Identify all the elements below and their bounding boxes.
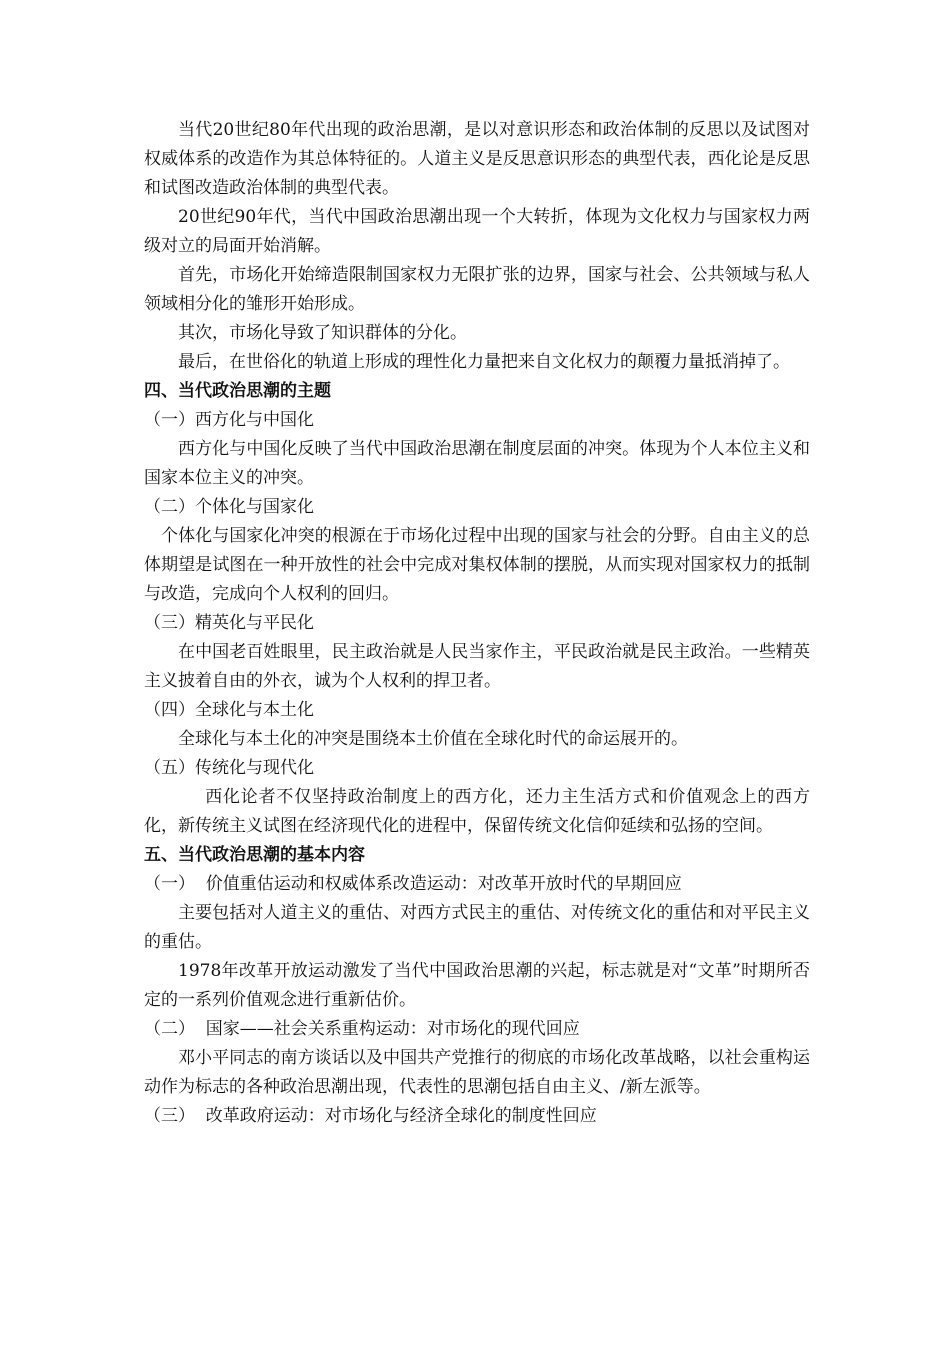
subsection-heading: （一）西方化与中国化 bbox=[144, 410, 314, 430]
section-heading: 四、当代政治思潮的主题 bbox=[144, 381, 331, 401]
paragraph: 西方化与中国化反映了当代中国政治思潮在制度层面的冲突。体现为个人本位主义和国家本位主义的冲突。 bbox=[144, 439, 810, 488]
subsection-heading: （四）全球化与本土化 bbox=[144, 700, 314, 720]
paragraph: 个体化与国家化冲突的根源在于市场化过程中出现的国家与社会的分野。自由主义的总体期望是试图在一种开放性的社会中完成对集权体制的摆脱，从而实现对国家权力的抵制与改造，完成向个人权利的回归。 bbox=[144, 526, 810, 604]
subsection-heading: （二） 国家——社会关系重构运动：对市场化的现代回应 bbox=[144, 1019, 580, 1039]
subsection-heading: （三） 改革政府运动：对市场化与经济全球化的制度性回应 bbox=[144, 1106, 597, 1126]
paragraph: 20世纪90年代，当代中国政治思潮出现一个大转折，体现为文化权力与国家权力两级对立的局面开始消解。 bbox=[144, 207, 810, 256]
section-heading: 五、当代政治思潮的基本内容 bbox=[144, 845, 365, 865]
paragraph: 最后，在世俗化的轨道上形成的理性化力量把来自文化权力的颠覆力量抵消掉了。 bbox=[178, 352, 790, 372]
paragraph: 主要包括对人道主义的重估、对西方式民主的重估、对传统文化的重估和对平民主义的重估。 bbox=[144, 903, 810, 952]
paragraph: 其次，市场化导致了知识群体的分化。 bbox=[178, 323, 467, 343]
subsection-heading: （三）精英化与平民化 bbox=[144, 613, 314, 633]
paragraph: 当代20世纪80年代出现的政治思潮，是以对意识形态和政治体制的反思以及试图对权威体系的改造作为其总体特征的。人道主义是反思意识形态的典型代表，西化论是反思和试图改造政治体制的典型代表。 bbox=[144, 120, 810, 198]
document-page bbox=[144, 116, 810, 1131]
paragraph: 西化论者不仅坚持政治制度上的西方化，还力主生活方式和价值观念上的西方化，新传统主义试图在经济现代化的进程中，保留传统文化信仰延续和弘扬的空间。 bbox=[144, 787, 810, 836]
subsection-heading: （一） 价值重估运动和权威体系改造运动：对改革开放时代的早期回应 bbox=[144, 874, 682, 894]
paragraph: 首先，市场化开始缔造限制国家权力无限扩张的边界，国家与社会、公共领域与私人领域相分化的雏形开始形成。 bbox=[144, 265, 810, 314]
subsection-heading: （五）传统化与现代化 bbox=[144, 758, 314, 778]
paragraph: 在中国老百姓眼里，民主政治就是人民当家作主，平民政治就是民主政治。一些精英主义披着自由的外衣，诚为个人权利的捍卫者。 bbox=[144, 642, 810, 691]
paragraph: 1978年改革开放运动激发了当代中国政治思潮的兴起，标志就是对“文革”时期所否定的一系列价值观念进行重新估价。 bbox=[144, 961, 810, 1010]
paragraph: 邓小平同志的南方谈话以及中国共产党推行的彻底的市场化改革战略，以社会重构运动作为标志的各种政治思潮出现，代表性的思潮包括自由主义、/新左派等。 bbox=[144, 1048, 810, 1097]
subsection-heading: （二）个体化与国家化 bbox=[144, 497, 314, 517]
paragraph: 全球化与本土化的冲突是围绕本土价值在全球化时代的命运展开的。 bbox=[178, 729, 688, 749]
